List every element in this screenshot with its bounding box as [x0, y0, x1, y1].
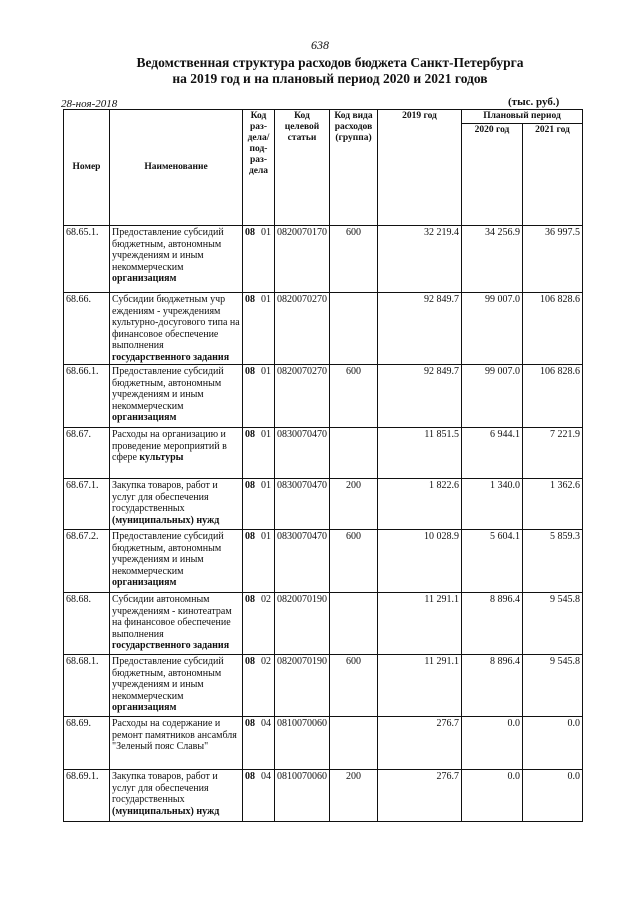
row-subsection-code: 01 [261, 366, 271, 377]
row-name-text: Предоставление субсидий бюджетным, автономным учреждениям и иным некоммерческим [112, 656, 224, 702]
row-amount-2019: 1 822.6 [378, 479, 462, 530]
row-expense-type [330, 717, 378, 770]
row-amount-2019: 11 851.5 [378, 428, 462, 479]
row-section-code: 08 [245, 594, 255, 605]
table-row [64, 530, 583, 593]
row-name-last: организациям [112, 702, 177, 713]
header-number: Номер [64, 110, 110, 226]
row-subsection-code: 01 [261, 294, 271, 305]
row-name-text: Субсидии бюджетным учр еждениям - учреждениям культурно-досугового типа на финансовое обеспечение выполнения [112, 294, 240, 351]
row-expense-type: 600 [330, 226, 378, 293]
row-name-last: государственного задания [112, 351, 230, 363]
row-amount-2021: 36 997.5 [523, 226, 583, 293]
row-number: 68.67. [64, 428, 110, 479]
row-section [243, 428, 275, 479]
title-line-2: на 2019 год и на плановый период 2020 и 2021 годов [172, 71, 488, 86]
row-section-code: 08 [245, 718, 255, 729]
row-subsection-code: 04 [261, 771, 271, 782]
row-section-code: 08 [245, 771, 255, 782]
row-amount-2019: 276.7 [378, 770, 462, 822]
row-name [110, 428, 243, 479]
row-amount-2021: 9 545.8 [523, 593, 583, 655]
row-section [243, 717, 275, 770]
row-amount-2021: 5 859.3 [523, 530, 583, 593]
row-target-code: 0820070270 [275, 293, 330, 365]
row-amount-2019: 276.7 [378, 717, 462, 770]
row-section [243, 593, 275, 655]
row-amount-2020: 6 944.1 [462, 428, 523, 479]
row-name [110, 293, 243, 365]
row-expense-type [330, 593, 378, 655]
row-expense-type [330, 293, 378, 365]
row-section [243, 655, 275, 717]
row-name-last: государственного задания [112, 640, 230, 651]
row-name-last: организациям [112, 412, 177, 423]
row-amount-2021: 9 545.8 [523, 655, 583, 717]
table-row [64, 655, 583, 717]
row-name-text: Предоставление субсидий бюджетным, автономным учреждениям и иным некоммерческим [112, 366, 224, 412]
row-name [110, 530, 243, 593]
row-section-code: 08 [245, 429, 255, 440]
row-number: 68.69.1. [64, 770, 110, 822]
row-section [243, 479, 275, 530]
header-target: Код целевой статьи [275, 110, 330, 226]
row-name-last: (муниципальных) нужд [112, 514, 220, 526]
table-row [64, 226, 583, 293]
row-target-code: 0830070470 [275, 479, 330, 530]
row-name-last: культуры [139, 452, 184, 463]
row-subsection-code: 01 [261, 429, 271, 440]
row-name [110, 593, 243, 655]
row-expense-type [330, 428, 378, 479]
row-number: 68.69. [64, 717, 110, 770]
row-expense-type: 200 [330, 479, 378, 530]
row-name [110, 479, 243, 530]
row-subsection-code: 04 [261, 718, 271, 729]
row-subsection-code: 02 [261, 656, 271, 667]
table-body [64, 226, 583, 822]
row-amount-2020: 1 340.0 [462, 479, 523, 530]
units-label: (тыс. руб.) [508, 96, 560, 108]
row-amount-2021: 106 828.6 [523, 365, 583, 428]
row-name [110, 770, 243, 822]
row-name-last: (муниципальных) нужд [112, 805, 220, 817]
row-number: 68.67.1. [64, 479, 110, 530]
row-expense-type: 600 [330, 365, 378, 428]
row-name-text: Предоставление субсидий бюджетным, автономным учреждениям и иным некоммерческим [112, 227, 224, 273]
header-expense-type: Код вида расходов (группа) [330, 110, 378, 226]
document-title [60, 55, 600, 87]
row-section [243, 226, 275, 293]
row-amount-2020: 99 007.0 [462, 365, 523, 428]
row-section [243, 365, 275, 428]
row-amount-2020: 8 896.4 [462, 655, 523, 717]
row-name [110, 226, 243, 293]
row-subsection-code: 02 [261, 594, 271, 605]
row-amount-2020: 34 256.9 [462, 226, 523, 293]
title-line-1: Ведомственная структура расходов бюджета Санкт-Петербурга [136, 55, 524, 70]
row-name-text: Расходы на организацию и проведение мероприятий в сфере [112, 429, 227, 463]
row-amount-2020: 8 896.4 [462, 593, 523, 655]
table-row [64, 479, 583, 530]
row-name-last: организациям [112, 577, 177, 588]
table-row [64, 293, 583, 365]
row-number: 68.66.1. [64, 365, 110, 428]
row-amount-2020: 5 604.1 [462, 530, 523, 593]
row-name [110, 365, 243, 428]
row-section [243, 293, 275, 365]
row-expense-type: 600 [330, 530, 378, 593]
row-section-code: 08 [245, 366, 255, 377]
row-number: 68.67.2. [64, 530, 110, 593]
row-amount-2020: 0.0 [462, 717, 523, 770]
row-name-last: организациям [112, 273, 177, 284]
row-number: 68.65.1. [64, 226, 110, 293]
table-row [64, 428, 583, 479]
row-amount-2021: 1 362.6 [523, 479, 583, 530]
row-name [110, 717, 243, 770]
row-expense-type: 600 [330, 655, 378, 717]
row-number: 68.66. [64, 293, 110, 365]
row-section-code: 08 [245, 656, 255, 667]
row-section [243, 770, 275, 822]
row-amount-2019: 92 849.7 [378, 293, 462, 365]
row-target-code: 0810070060 [275, 717, 330, 770]
row-subsection-code: 01 [261, 531, 271, 542]
row-target-code: 0830070470 [275, 530, 330, 593]
header-2021: 2021 год [523, 124, 583, 226]
row-name-text: Закупка товаров, работ и услуг для обеспечения государственных [112, 771, 218, 805]
row-target-code: 0820070190 [275, 655, 330, 717]
row-amount-2021: 0.0 [523, 717, 583, 770]
row-name-text: Предоставление субсидий бюджетным, автономным учреждениям и иным некоммерческим [112, 531, 224, 577]
row-amount-2021: 0.0 [523, 770, 583, 822]
row-name [110, 655, 243, 717]
header-section: Код раз-дела/под-раз-дела [243, 110, 275, 226]
budget-table [63, 109, 583, 822]
header-2019: 2019 год [378, 110, 462, 226]
header-planned-period: Плановый период [462, 110, 583, 124]
row-amount-2021: 106 828.6 [523, 293, 583, 365]
row-section-code: 08 [245, 480, 255, 491]
row-amount-2019: 10 028.9 [378, 530, 462, 593]
row-amount-2020: 99 007.0 [462, 293, 523, 365]
row-section-code: 08 [245, 294, 255, 305]
row-amount-2020: 0.0 [462, 770, 523, 822]
row-name-text: Расходы на содержание и ремонт памятников ансамбля "Зеленый пояс Славы" [112, 718, 237, 752]
row-section-code: 08 [245, 227, 255, 238]
row-target-code: 0830070470 [275, 428, 330, 479]
row-target-code: 0820070170 [275, 226, 330, 293]
row-name-text: Субсидии автономным учреждениям - кинотеатрам на финансовое обеспечение выполнения [112, 594, 232, 640]
table-row [64, 770, 583, 822]
row-amount-2019: 92 849.7 [378, 365, 462, 428]
row-name-text: Закупка товаров, работ и услуг для обеспечения государственных [112, 480, 218, 514]
row-amount-2019: 11 291.1 [378, 655, 462, 717]
header-2020: 2020 год [462, 124, 523, 226]
row-subsection-code: 01 [261, 227, 271, 238]
row-target-code: 0810070060 [275, 770, 330, 822]
row-target-code: 0820070270 [275, 365, 330, 428]
page-number: 638 [311, 38, 329, 52]
table-row [64, 593, 583, 655]
row-subsection-code: 01 [261, 480, 271, 491]
row-amount-2019: 11 291.1 [378, 593, 462, 655]
header-name: Наименование [110, 110, 243, 226]
row-amount-2019: 32 219.4 [378, 226, 462, 293]
row-target-code: 0820070190 [275, 593, 330, 655]
document-date: 28-ноя-2018 [61, 98, 118, 110]
row-section-code: 08 [245, 531, 255, 542]
table-row [64, 365, 583, 428]
row-expense-type: 200 [330, 770, 378, 822]
table-row [64, 717, 583, 770]
row-number: 68.68.1. [64, 655, 110, 717]
table-header [64, 110, 583, 226]
row-amount-2021: 7 221.9 [523, 428, 583, 479]
row-number: 68.68. [64, 593, 110, 655]
row-section [243, 530, 275, 593]
